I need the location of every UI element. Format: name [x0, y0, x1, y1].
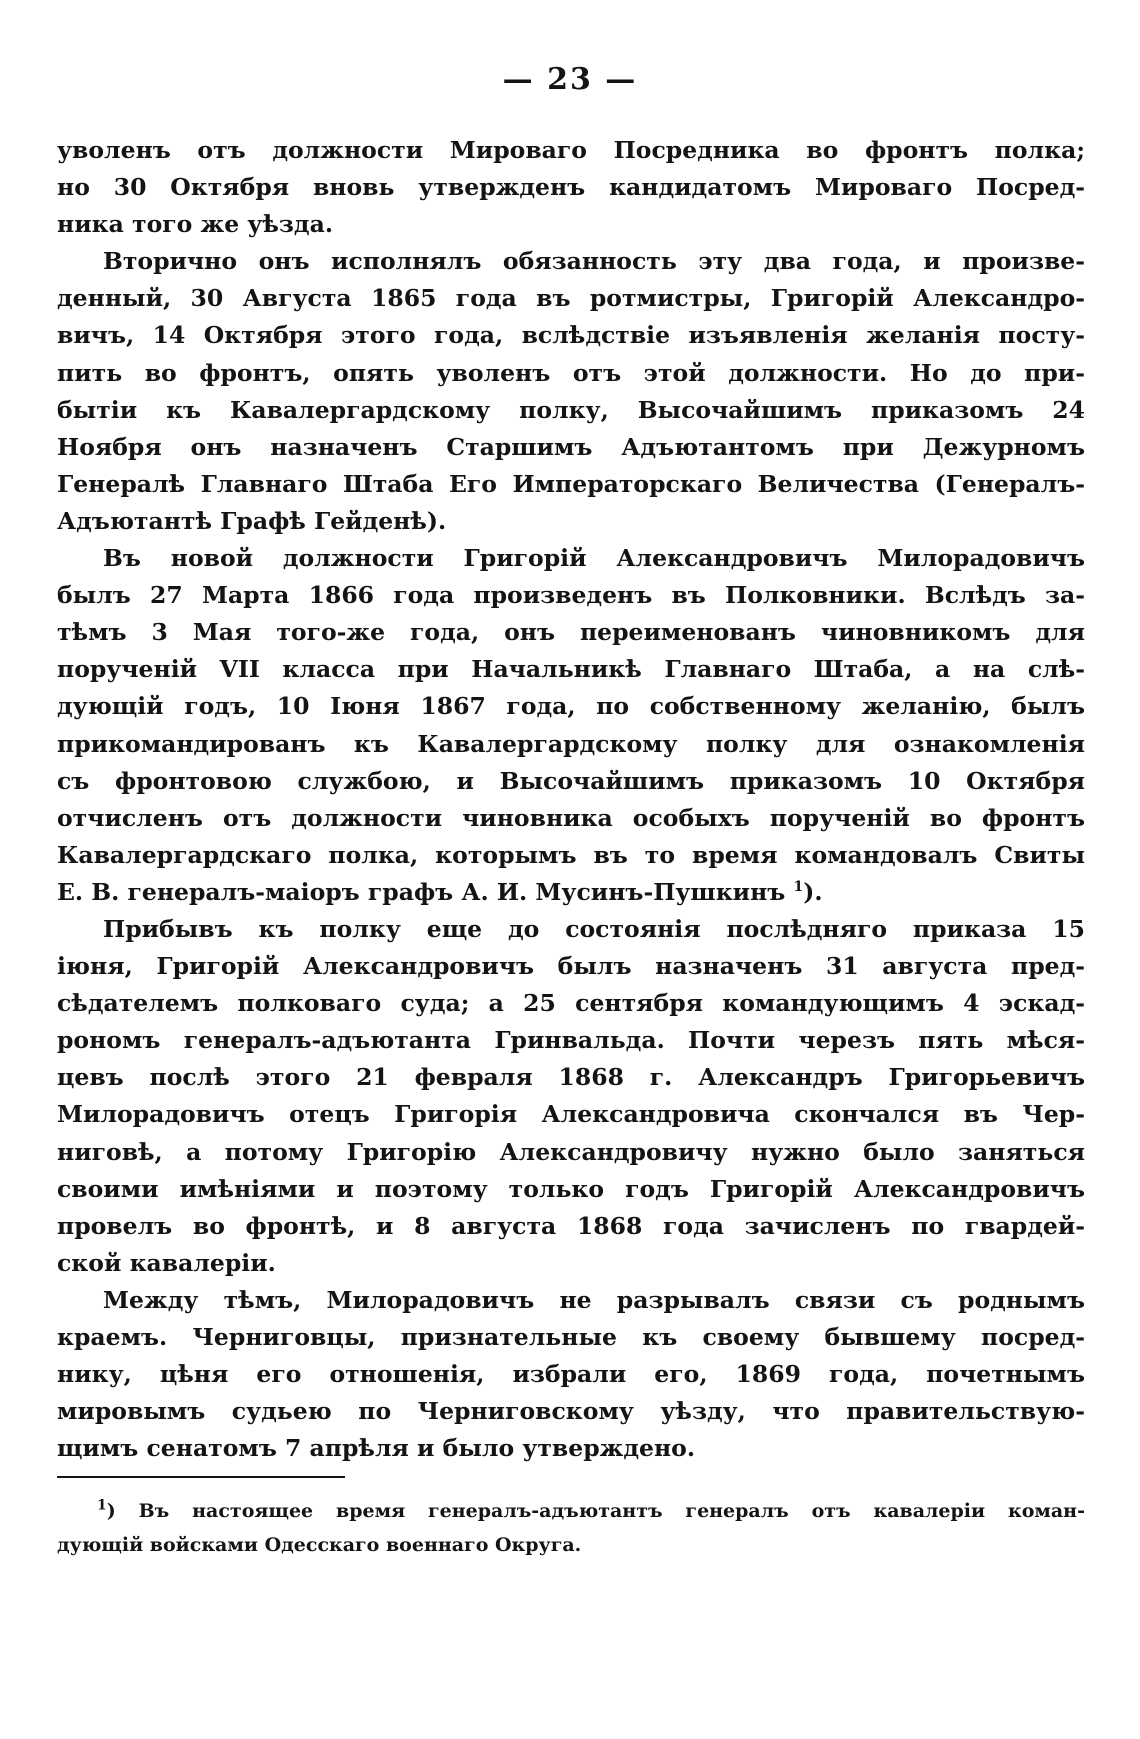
- text-line: порученій VII класса при Начальникѣ Главнаго Штаба, а на слѣ-: [57, 655, 1085, 684]
- text-line: цевъ послѣ этого 21 февраля 1868 г. Александръ Григорьевичъ: [57, 1063, 1085, 1092]
- text-line-suffix: .: [814, 877, 823, 906]
- body-text: [57, 132, 1085, 1467]
- footnote-line: дующій войсками Одесскаго военнаго Округа.: [57, 1534, 582, 1556]
- text-line: пить во фронтъ, опять уволенъ отъ этой должности. Но до при-: [57, 358, 1085, 387]
- text-line: Прибывъ къ полку еще до состоянія послѣдняго приказа 15: [103, 914, 1085, 943]
- text-line: денный, 30 Августа 1865 года въ ротмистры, Григорій Александро-: [57, 284, 1085, 313]
- text-line: іюня, Григорій Александровичъ былъ назначенъ 31 августа пред-: [57, 952, 1085, 981]
- text-line: съ фронтовою службою, и Высочайшимъ приказомъ 10 Октября: [57, 766, 1085, 795]
- text-line: Генералѣ Главнаго Штаба Его Императорскаго Величества (Генералъ-: [57, 469, 1085, 498]
- text-line: своими имѣніями и поэтому только годъ Григорій Александровичъ: [57, 1174, 1085, 1203]
- text-line: ской кавалеріи.: [57, 1248, 276, 1277]
- paragraph: [57, 243, 1085, 540]
- text-line-content: Е. В. генералъ-маіоръ графъ А. И. Мусинъ-Пушкинъ: [57, 877, 786, 906]
- footnote-marker-paren: ): [106, 1500, 116, 1522]
- footnote-reference: 1: [793, 879, 804, 896]
- footnote-marker: 1: [97, 1497, 107, 1514]
- text-line: провелъ во фронтѣ, и 8 августа 1868 года зачисленъ по гвардей-: [57, 1211, 1085, 1240]
- text-line: дующій годъ, 10 Іюня 1867 года, по собственному желанію, былъ: [57, 692, 1085, 721]
- text-line: Вторично онъ исполнялъ обязанность эту два года, и произве-: [103, 247, 1085, 276]
- text-line: Въ новой должности Григорій Александровичъ Милорадовичъ: [103, 544, 1085, 573]
- text-line: ниговѣ, а потому Григорію Александровичу нужно было заняться: [57, 1137, 1085, 1166]
- text-line: ника того же уѣзда.: [57, 210, 333, 239]
- text-line: прикомандированъ къ Кавалергардскому полку для ознакомленія: [57, 729, 1085, 758]
- text-line: Между тѣмъ, Милорадовичъ не разрывалъ связи съ роднымъ: [103, 1285, 1085, 1314]
- text-line: но 30 Октября вновь утвержденъ кандидатомъ Мироваго Посред-: [57, 173, 1085, 202]
- text-line: Кавалергардскаго полка, которымъ въ то время командовалъ Свиты: [57, 840, 1085, 869]
- text-line: уволенъ отъ должности Мироваго Посредника во фронтъ полка;: [57, 136, 1085, 164]
- footnote-text: Въ настоящее время генералъ-адъютантъ генералъ отъ кавалеріи коман-: [138, 1500, 1085, 1522]
- text-line: былъ 27 Марта 1866 года произведенъ въ Полковники. Вслѣдъ за-: [57, 581, 1085, 610]
- text-line: тѣмъ 3 Мая того-же года, онъ переименованъ чиновникомъ для: [57, 618, 1085, 647]
- text-line: бытіи къ Кавалергардскому полку, Высочайшимъ приказомъ 24: [57, 395, 1085, 424]
- text-line: мировымъ судьею по Черниговскому уѣзду, что правительствую-: [57, 1397, 1085, 1426]
- text-line-with-footnote-ref: [57, 874, 1085, 911]
- text-line: Милорадовичъ отецъ Григорія Александровича скончался въ Чер-: [57, 1100, 1085, 1129]
- text-line: нику, цѣня его отношенія, избрали его, 1869 года, почетнымъ: [57, 1360, 1085, 1389]
- paragraph: [57, 540, 1085, 911]
- paragraph: [57, 911, 1085, 1282]
- page-number: — 23 —: [502, 62, 638, 97]
- text-line: рономъ генералъ-адъютанта Гринвальда. Почти черезъ пять мѣся-: [57, 1026, 1085, 1055]
- text-line: Адъютантѣ Графѣ Гейденѣ).: [57, 506, 447, 535]
- text-line-suffix: ): [803, 877, 815, 906]
- text-line: отчисленъ отъ должности чиновника особыхъ порученій во фронтъ: [57, 803, 1085, 832]
- text-line: краемъ. Черниговцы, признательные къ своему бывшему посред-: [57, 1323, 1085, 1351]
- text-line: щимъ сенатомъ 7 апрѣля и было утверждено.: [57, 1434, 696, 1463]
- text-line: вичъ, 14 Октября этого года, вслѣдствіе изъявленія желанія посту-: [57, 321, 1085, 350]
- footnote-divider: [57, 1476, 345, 1478]
- footnote: [57, 1494, 1085, 1562]
- paragraph: [57, 1282, 1085, 1467]
- text-line: сѣдателемъ полковаго суда; а 25 сентября командующимъ 4 эскад-: [57, 989, 1085, 1018]
- footnote-line: [57, 1494, 1085, 1528]
- text-line: Ноября онъ назначенъ Старшимъ Адъютантомъ при Дежурномъ: [57, 432, 1085, 461]
- paragraph: [57, 132, 1085, 243]
